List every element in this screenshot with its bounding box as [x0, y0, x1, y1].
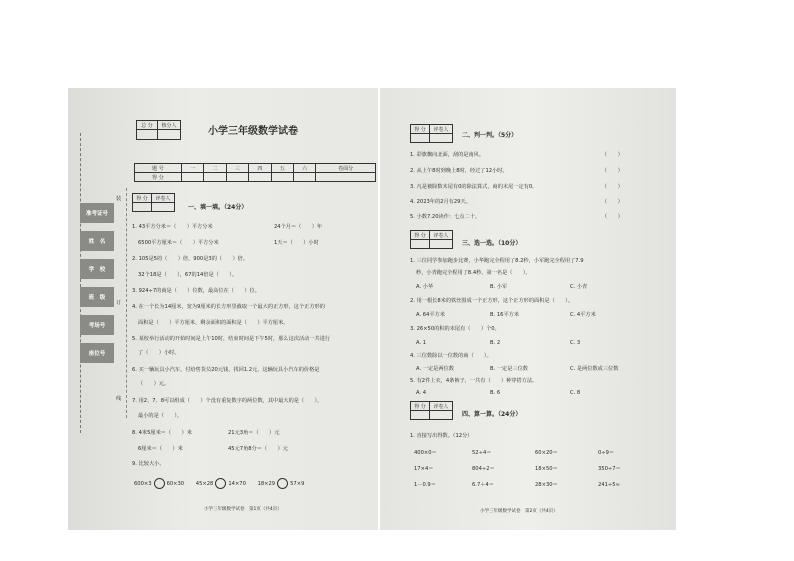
total-score-label: 总 分 — [137, 121, 158, 130]
grader-box — [410, 230, 453, 249]
grader-score-label: 得 分 — [411, 402, 430, 411]
judge-item: 2. 从上午8时到晚上8时，经过了12小时。 — [410, 168, 508, 174]
judge-item: 3. 凡是被除数末尾有0的除法算式，商的末尾一定有0。 — [410, 184, 538, 190]
calc-title: 1. 直接写出得数。（12分） — [410, 433, 473, 439]
question-item: 1. 43平方分米＝（ ）平方分米 — [132, 224, 213, 230]
grader-score-label: 得 分 — [411, 125, 430, 134]
choice-option[interactable]: A. 64平方米 — [416, 312, 445, 318]
page-footer: 小学三年级数学试卷 第2页（共4页） — [480, 509, 558, 514]
compare-left: 18×29 — [257, 481, 276, 487]
compare-circle[interactable] — [154, 478, 165, 489]
question-item: 4. 在一个长为14厘米，宽为9厘米的长方形里截取一个最大的正方形，这个正方形的 — [132, 304, 325, 310]
cut-line — [126, 188, 128, 418]
choice-question: 5. 有2件上衣，4条裤子，一共有（ ）种穿搭方法。 — [410, 378, 538, 384]
grader-label: 评卷人 — [430, 402, 453, 411]
section3-title: 三、选一选。（10分） — [462, 240, 522, 247]
choice-option[interactable]: A. 一定是两位数 — [416, 366, 454, 372]
choice-question: 2. 用一根长8米的铁丝围成一个正方形，这个正方形的面积是（ ）。 — [410, 298, 573, 304]
judge-item: 5. 小数7.20读作：七点二十。 — [410, 214, 481, 220]
score-table-header: 五 — [271, 164, 293, 173]
question-item: 8. 4米5厘米＝（ ）米 — [132, 430, 192, 436]
calc-item: 1－0.9＝ — [414, 482, 436, 488]
choice-option[interactable]: C. 小青 — [570, 284, 588, 290]
judge-item: 1. 彩旗飘向北面，刮的是南风。 — [410, 152, 485, 158]
question-item: 5. 某校举行活动的开始时间是上午10时，结束时间是下午5时，那么这次活动一共进行 — [132, 336, 331, 342]
question-item: 6. 买一辆玩具小汽车，付给售货员20元钱，找回1.2元，这辆玩具小汽车的价格是 — [132, 367, 320, 373]
question-item: 6厘米＝（ ）米 — [138, 446, 183, 452]
grader-score-label: 得 分 — [411, 231, 430, 240]
choice-option[interactable]: C. 4平方米 — [570, 312, 596, 318]
calc-item: 18×50＝ — [535, 466, 558, 472]
side-label: 准考证号 — [80, 203, 114, 223]
choice-question: 秒，小青跑完全程用了8.4秒。第一名是（ ）。 — [416, 270, 531, 276]
side-label: 姓 名 — [80, 231, 114, 251]
question-item: 最小的是（ ）。 — [138, 413, 183, 419]
choice-question: 4. 三位数除以一位数的商（ ）。 — [410, 353, 492, 359]
choice-question: 3. 26×50的积的末尾有（ ）个0。 — [410, 326, 500, 332]
calc-item: 6.7＋4＝ — [472, 482, 494, 488]
section1-title: 一、填一填。（24分） — [188, 204, 248, 211]
calc-item: 52÷4＝ — [472, 450, 492, 456]
score-table-header: 一 — [181, 164, 203, 173]
choice-option[interactable]: B. 小军 — [490, 284, 508, 290]
compare-right: 57×9 — [290, 481, 305, 487]
score-table-header: 四 — [249, 164, 271, 173]
compare-left: 45×28 — [195, 481, 214, 487]
score-table-header: 题 号 — [135, 164, 182, 173]
choice-option[interactable]: B. 6 — [490, 390, 501, 396]
calc-item: 804÷2＝ — [472, 466, 495, 472]
judge-answer[interactable]: （ ） — [602, 199, 623, 205]
question-item: 21元3角＝（ ）元 — [228, 430, 280, 436]
side-label: 学 校 — [80, 259, 114, 279]
calc-item: 60×20＝ — [535, 450, 558, 456]
calc-item: 17×4＝ — [414, 466, 434, 472]
section4-title: 四、算一算。（24分） — [462, 411, 522, 418]
judge-answer[interactable]: （ ） — [602, 214, 623, 220]
score-table-header: 二 — [204, 164, 226, 173]
compare-left: 600×3 — [134, 481, 152, 487]
page-footer: 小学三年级数学试卷 第1页（共4页） — [204, 507, 282, 512]
grader-label: 评卷人 — [430, 125, 453, 134]
compare-row — [134, 478, 304, 489]
calc-item: 400×0＝ — [414, 450, 437, 456]
score-table-header: 卷面分 — [316, 164, 376, 173]
question-item: 32个18是（ ），67的14倍是（ ）。 — [138, 272, 238, 278]
binding-char: 线 — [116, 396, 122, 402]
binding-char: 订 — [116, 300, 122, 306]
score-table — [134, 163, 376, 182]
grader-box — [132, 193, 175, 212]
choice-option[interactable]: A. 1 — [416, 340, 427, 346]
choice-question: 1. 三位同学参加跑步比赛，小华跑完全程用了8.2秒，小军跑完全程用了7.9 — [410, 258, 584, 264]
judge-answer[interactable]: （ ） — [602, 184, 623, 190]
question-item: （ ）元。 — [138, 381, 170, 387]
right-page — [380, 88, 676, 530]
question-item: 9. 比较大小。 — [132, 461, 165, 467]
binding-char: 装 — [116, 196, 122, 202]
question-item: 45元7角8分＝（ ）元 — [228, 446, 288, 452]
grader-label: 评卷人 — [430, 231, 453, 240]
question-item: 7. 用2、7、8可以组成（ ）个没有重复数字的两位数，其中最大的是（ ）， — [132, 398, 323, 404]
left-page — [68, 88, 378, 530]
judge-answer[interactable]: （ ） — [602, 168, 623, 174]
question-item: 24个月＝（ ）年 — [274, 224, 323, 230]
choice-option[interactable]: B. 一定是三位数 — [490, 366, 528, 372]
compare-circle[interactable] — [215, 478, 226, 489]
choice-option[interactable]: A. 4 — [416, 390, 427, 396]
calc-item: 350÷7＝ — [598, 466, 621, 472]
judge-item: 4. 2023年的2月有29天。 — [410, 199, 471, 205]
total-score-box — [136, 120, 181, 140]
choice-option[interactable]: B. 2 — [490, 340, 501, 346]
side-label: 座位号 — [80, 343, 114, 363]
question-item: 了（ ）小时。 — [138, 350, 180, 356]
question-item: 面积是（ ）平方厘米，剩余面积的面积是（ ）平方厘米。 — [138, 320, 289, 326]
side-label: 班 级 — [80, 287, 114, 307]
compare-circle[interactable] — [277, 478, 288, 489]
question-item: 2. 105是5的（ ）倍，900是3的（ ）倍。 — [132, 256, 249, 262]
question-item: 6500平方厘米＝（ ）平方分米 — [138, 240, 219, 246]
score-table-header: 三 — [226, 164, 248, 173]
choice-option[interactable]: C. 是两位数或三位数 — [570, 366, 619, 372]
grader-box — [410, 124, 453, 143]
choice-option[interactable]: C. 8 — [570, 390, 581, 396]
exam-title: 小学三年级数学试卷 — [208, 126, 298, 137]
calc-item: 28×30＝ — [535, 482, 558, 488]
grader-score-label: 得 分 — [133, 194, 152, 203]
score-table-cell: 得 分 — [135, 173, 182, 182]
calc-item: 0÷9＝ — [598, 450, 615, 456]
question-item: 3. 924÷7的商是（ ）位数，最高位在（ ）位。 — [132, 288, 260, 294]
score-table-header: 六 — [293, 164, 315, 173]
compare-right: 14×70 — [228, 481, 246, 487]
grader-box — [410, 401, 453, 420]
question-item: 1天＝（ ）小时 — [274, 240, 319, 246]
binding-line — [72, 133, 81, 433]
choice-option[interactable]: A. 小华 — [416, 284, 434, 290]
choice-option[interactable]: B. 16平方米 — [490, 312, 520, 318]
calc-item: 241÷5≈ — [598, 482, 620, 488]
compare-right: 60×30 — [166, 481, 185, 487]
section2-title: 二、判一判。（5分） — [462, 132, 518, 139]
judge-answer[interactable]: （ ） — [602, 152, 623, 158]
grader-label: 评卷人 — [152, 194, 175, 203]
choice-option[interactable]: C. 3 — [570, 340, 581, 346]
checker-label: 核分人 — [158, 121, 181, 130]
side-label: 考场号 — [80, 315, 114, 335]
